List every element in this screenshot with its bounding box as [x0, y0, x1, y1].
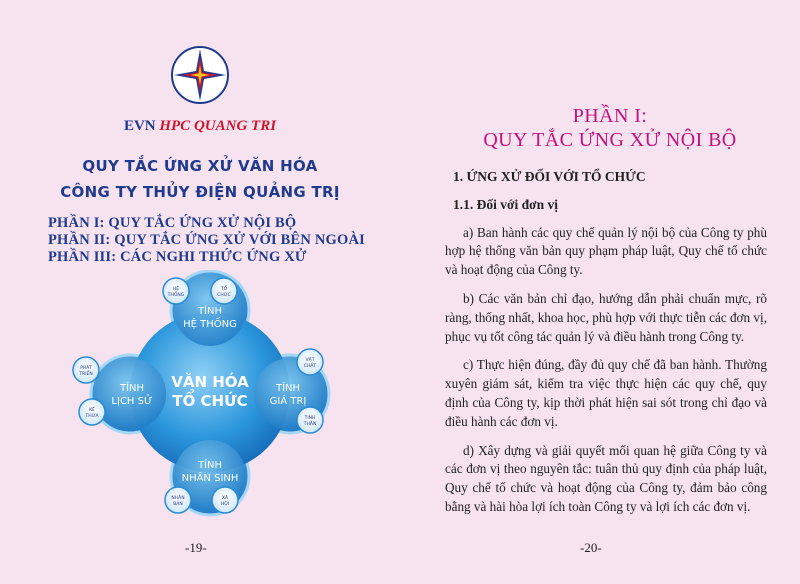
- svg-text:THẦN: THẦN: [303, 422, 317, 427]
- paragraph-c: c) Thực hiện đúng, đầy đủ quy chế đã ban hành. Thường xuyên giám sát, kiểm tra việc thực hiện các quy chế, quy định của Công ty, kịp thời phát hiện sai sót trong chỉ đạo và điều hành các đơn vị.: [445, 357, 767, 429]
- satellite-ke-thua: [79, 399, 105, 425]
- satellite-vat-chat: [297, 349, 323, 375]
- brand-accent: HPC QUANG TRI: [159, 118, 277, 134]
- paragraph-d: d) Xây dựng và giải quyết mối quan hệ giữa Công ty và các đơn vị theo nguyên tắc: tuân thủ quy định của pháp luật, Quy chế tổ chức và hoạt động của Công ty, đảm bảo công bằng và hài hòa lợi ích toàn Công ty và lợi ích các đơn vị.: [445, 442, 767, 514]
- brand-name: [0, 118, 400, 135]
- section-heading: 1. ỨNG XỬ ĐỐI VỚI TỔ CHỨC: [453, 169, 646, 184]
- parts-list: [48, 215, 365, 266]
- center-label-line-1: VĂN HÓA: [171, 373, 249, 391]
- part-title-line-2: QUY TẮC ỨNG XỬ NỘI BỘ: [483, 129, 737, 151]
- part-item-3: PHẦN III: CÁC NGHI THỨC ỨNG XỬ: [48, 249, 307, 265]
- page-number-left: -19-: [185, 540, 207, 555]
- satellite-to-chuc: [211, 278, 237, 304]
- part-title-line-1: PHẦN I:: [572, 105, 648, 127]
- svg-text:NHÂN: NHÂN: [171, 496, 185, 501]
- svg-text:KẾ: KẾ: [89, 408, 95, 413]
- paragraph-a: a) Ban hành các quy chế quản lý nội bộ của Công ty phù hợp hệ thống văn bản quy phạm pháp luật, Quy chế tổ chức và hoạt động của Công ty.: [445, 224, 767, 278]
- document-title: [0, 153, 400, 205]
- svg-text:CHỨC: CHỨC: [217, 293, 231, 298]
- bottom-label-line-2: NHÂN SINH: [181, 473, 239, 484]
- svg-text:TINH: TINH: [304, 416, 316, 421]
- part-item-2: PHẦN II: QUY TẮC ỨNG XỬ VỚI BÊN NGOÀI: [48, 232, 366, 248]
- brand-prefix: EVN: [123, 118, 156, 134]
- document-title-line-2: CÔNG TY THỦY ĐIỆN QUẢNG TRỊ: [60, 183, 340, 201]
- svg-text:CHẤT: CHẤT: [303, 364, 317, 369]
- svg-text:THỐNG: THỐNG: [167, 293, 185, 298]
- subsection-heading: 1.1. Đối với đơn vị: [453, 196, 558, 212]
- right-label-line-1: TÍNH: [275, 383, 301, 394]
- bottom-label-line-1: TÍNH: [197, 460, 223, 471]
- satellite-xa-hoi: [212, 487, 238, 513]
- right-label-line-2: GIÁ TRỊ: [269, 396, 307, 407]
- page-number-right: -20-: [580, 540, 602, 555]
- top-label-line-2: HỆ THỐNG: [183, 319, 237, 330]
- paragraph-b: b) Các văn bản chỉ đạo, hướng dẫn phải chuẩn mực, rõ ràng, thống nhất, khoa học, phù hợp với thực tiễn các đơn vị, phục vụ tốt công tác quản lý và điều hành trong Công ty.: [445, 290, 767, 344]
- part-title: [460, 104, 760, 152]
- svg-text:TRIỂN: TRIỂN: [79, 372, 93, 377]
- svg-text:HỘI: HỘI: [220, 502, 230, 507]
- svg-text:THỪA: THỪA: [85, 414, 99, 419]
- svg-text:XÃ: XÃ: [221, 496, 229, 501]
- top-label-line-1: TÍNH: [197, 306, 223, 317]
- left-label-line-2: LỊCH SỬ: [111, 396, 153, 407]
- satellite-he-thong: [163, 278, 189, 304]
- part-item-1: PHẦN I: QUY TẮC ỨNG XỬ NỘI BỘ: [48, 215, 297, 231]
- left-label-line-1: TÍNH: [119, 383, 145, 394]
- satellite-tinh-than: [297, 407, 323, 433]
- organizational-culture-diagram: [60, 270, 360, 545]
- svg-text:HỆ: HỆ: [172, 287, 180, 292]
- svg-text:PHÁT: PHÁT: [80, 366, 92, 371]
- satellite-phat-trien: [73, 357, 99, 383]
- satellite-nhan-ban: [165, 487, 191, 513]
- right-page-content: [445, 168, 767, 527]
- evn-star-logo-icon: [170, 45, 230, 105]
- svg-text:VẬT: VẬT: [305, 358, 315, 363]
- svg-text:BẢN: BẢN: [173, 502, 183, 507]
- document-title-line-1: QUY TẮC ỨNG XỬ VĂN HÓA: [82, 157, 318, 175]
- svg-text:TỔ: TỔ: [220, 287, 228, 292]
- center-label-line-2: TỔ CHỨC: [172, 392, 248, 410]
